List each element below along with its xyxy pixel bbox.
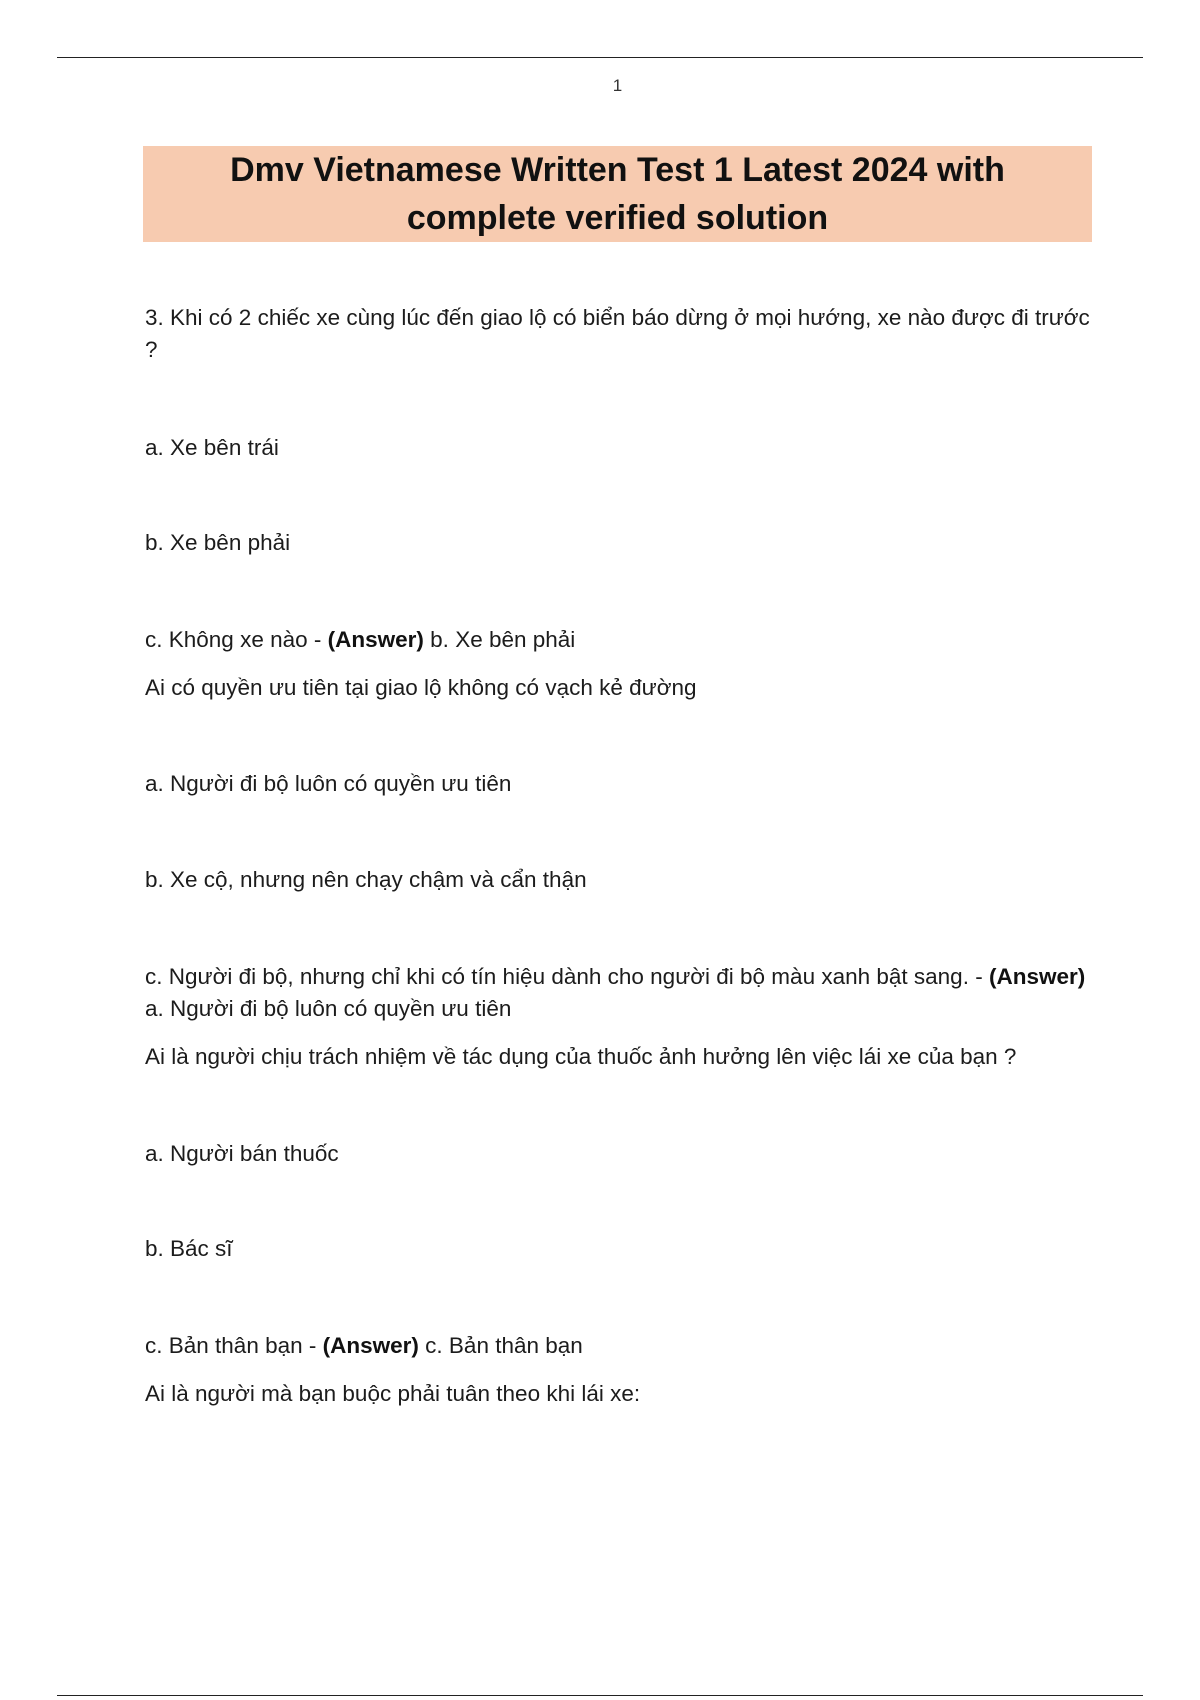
option-c: c. Không xe nào - [145,627,322,652]
option-c-with-answer [145,961,1095,1025]
option-c: c. Bản thân bạn - [145,1333,317,1358]
answer-label: (Answer) [327,627,424,652]
page-number: 1 [612,76,623,95]
option-a: a. Người đi bộ luôn có quyền ưu tiên [145,771,512,796]
question-text: Ai là người mà bạn buộc phải tuân theo khi lái xe: [145,1381,641,1406]
option-b: b. Bác sĩ [145,1236,233,1261]
option-b: b. Xe bên phải [145,530,291,555]
question-text: 3. Khi có 2 chiếc xe cùng lúc đến giao lộ có biển báo dừng ở mọi hướng, xe nào được đi trước ? [145,305,1090,362]
title-line-1: Dmv Vietnamese Written Test 1 Latest 2024 with [230,151,1005,189]
answer-label: (Answer) [988,964,1086,989]
option-a: a. Xe bên trái [145,435,279,460]
footer-rule [57,1695,1143,1696]
document-title [230,146,1005,242]
title-banner [143,146,1092,242]
question-text: Ai là người chịu trách nhiệm về tác dụng của thuốc ảnh hưởng lên việc lái xe của bạn ? [145,1044,1017,1069]
answer-text: a. Người đi bộ luôn có quyền ưu tiên [145,996,512,1021]
answer-text: c. Bản thân bạn [425,1333,583,1358]
option-b: b. Xe cộ, nhưng nên chạy chậm và cẩn thận [145,867,587,892]
option-a: a. Người bán thuốc [145,1141,339,1166]
header-rule [57,57,1143,58]
answer-text: b. Xe bên phải [430,627,576,652]
option-c-with-answer [145,1330,1095,1362]
option-c: c. Người đi bộ, nhưng chỉ khi có tín hiệu dành cho người đi bộ màu xanh bật sang. - [145,964,983,989]
question-text: Ai có quyền ưu tiên tại giao lộ không có vạch kẻ đường [145,675,697,700]
answer-label: (Answer) [322,1333,419,1358]
title-line-2: complete verified solution [406,199,829,237]
option-c-with-answer [145,624,1095,656]
